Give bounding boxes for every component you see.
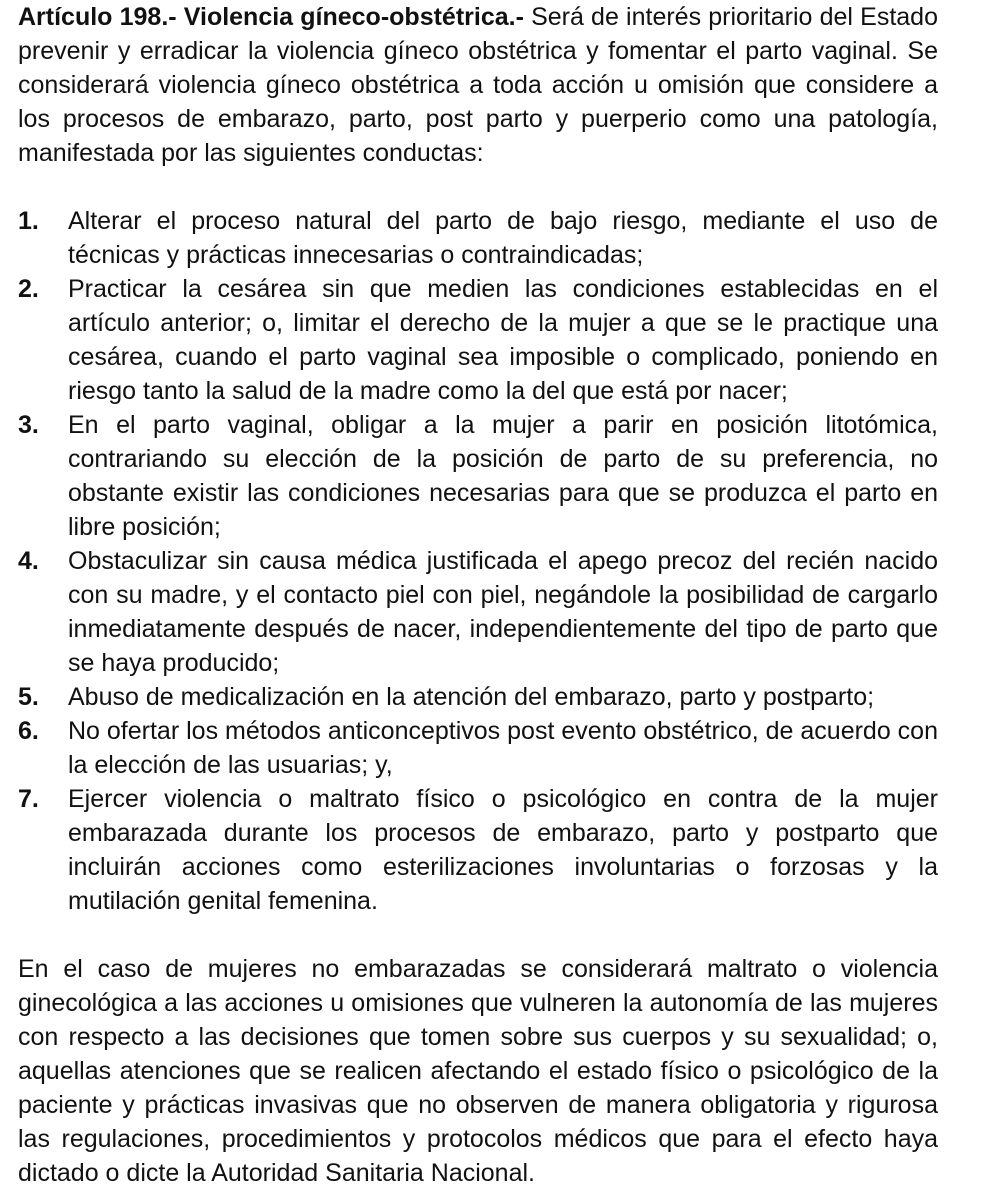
closing-paragraph: En el caso de mujeres no embarazadas se considerará maltrato o violencia ginecológica a las acciones u omisiones que vulneren la autonomía de las mujeres con respecto a las decisiones que tomen sobre sus cuerpos y su sexualidad; o, aquellas atenciones que se realicen afectando el estado físico o psicológico de la paciente y prácticas invasivas que no observen de manera obligatoria y rigurosa las regulaciones, procedimientos y protocolos médicos que para el efecto haya dictado o dicte la Autoridad Sanitaria Nacional. [18, 955, 938, 1187]
article-intro-text: Será de interés prioritario del Estado prevenir y erradicar la violencia gíneco obstétrica y fomentar el parto vaginal. Se considerará violencia gíneco obstétrica a toda acción u omisión que considere a los procesos de embarazo, parto, post parto y puerperio como una patología, manifestada por las siguientes conductas: [18, 3, 938, 167]
list-item-number: 1. [18, 207, 39, 235]
list-item [18, 680, 938, 714]
list-item-number: 5. [18, 683, 39, 711]
list-item-text: Practicar la cesárea sin que medien las condiciones establecidas en el artículo anterior; o, limitar el derecho de la mujer a que se le practique una cesárea, cuando el parto vaginal sea imposible o complicado, poniendo en riesgo tanto la salud de la madre como la del que está por nacer; [68, 275, 938, 405]
list-item-number: 7. [18, 785, 39, 813]
list-item [18, 204, 938, 272]
list-item-text: No ofertar los métodos anticonceptivos post evento obstétrico, de acuerdo con la elección de las usuarias; y, [68, 717, 938, 779]
list-item-text: Ejercer violencia o maltrato físico o psicológico en contra de la mujer embarazada durante los procesos de embarazo, parto y postparto que incluirán acciones como esterilizaciones involuntarias o forzosas y la mutilación genital femenina. [68, 785, 938, 915]
document-page [18, 0, 938, 1190]
list-item-text: En el parto vaginal, obligar a la mujer a parir en posición litotómica, contrariando su elección de la posición de parto de su preferencia, no obstante existir las condiciones necesarias para que se produzca el parto en libre posición; [68, 411, 938, 541]
list-item-text: Abuso de medicalización en la atención del embarazo, parto y postparto; [68, 683, 875, 711]
list-item [18, 408, 938, 544]
list-item-text: Alterar el proceso natural del parto de bajo riesgo, mediante el uso de técnicas y prácticas innecesarias o contraindicadas; [68, 207, 938, 269]
list-item-number: 6. [18, 717, 39, 745]
list-item-text: Obstaculizar sin causa médica justificada el apego precoz del recién nacido con su madre, y el contacto piel con piel, negándole la posibilidad de cargarlo inmediatamente después de nacer, independientemente del tipo de parto que se haya producido; [68, 547, 938, 677]
conduct-list [18, 204, 938, 918]
article-intro-paragraph [18, 0, 938, 170]
list-item-number: 4. [18, 547, 39, 575]
list-item [18, 272, 938, 408]
list-item-number: 2. [18, 275, 39, 303]
list-item-number: 3. [18, 411, 39, 439]
list-item [18, 544, 938, 680]
list-item [18, 714, 938, 782]
article-heading: Artículo 198.- Violencia gíneco-obstétrica.- [18, 3, 524, 31]
list-item [18, 782, 938, 918]
